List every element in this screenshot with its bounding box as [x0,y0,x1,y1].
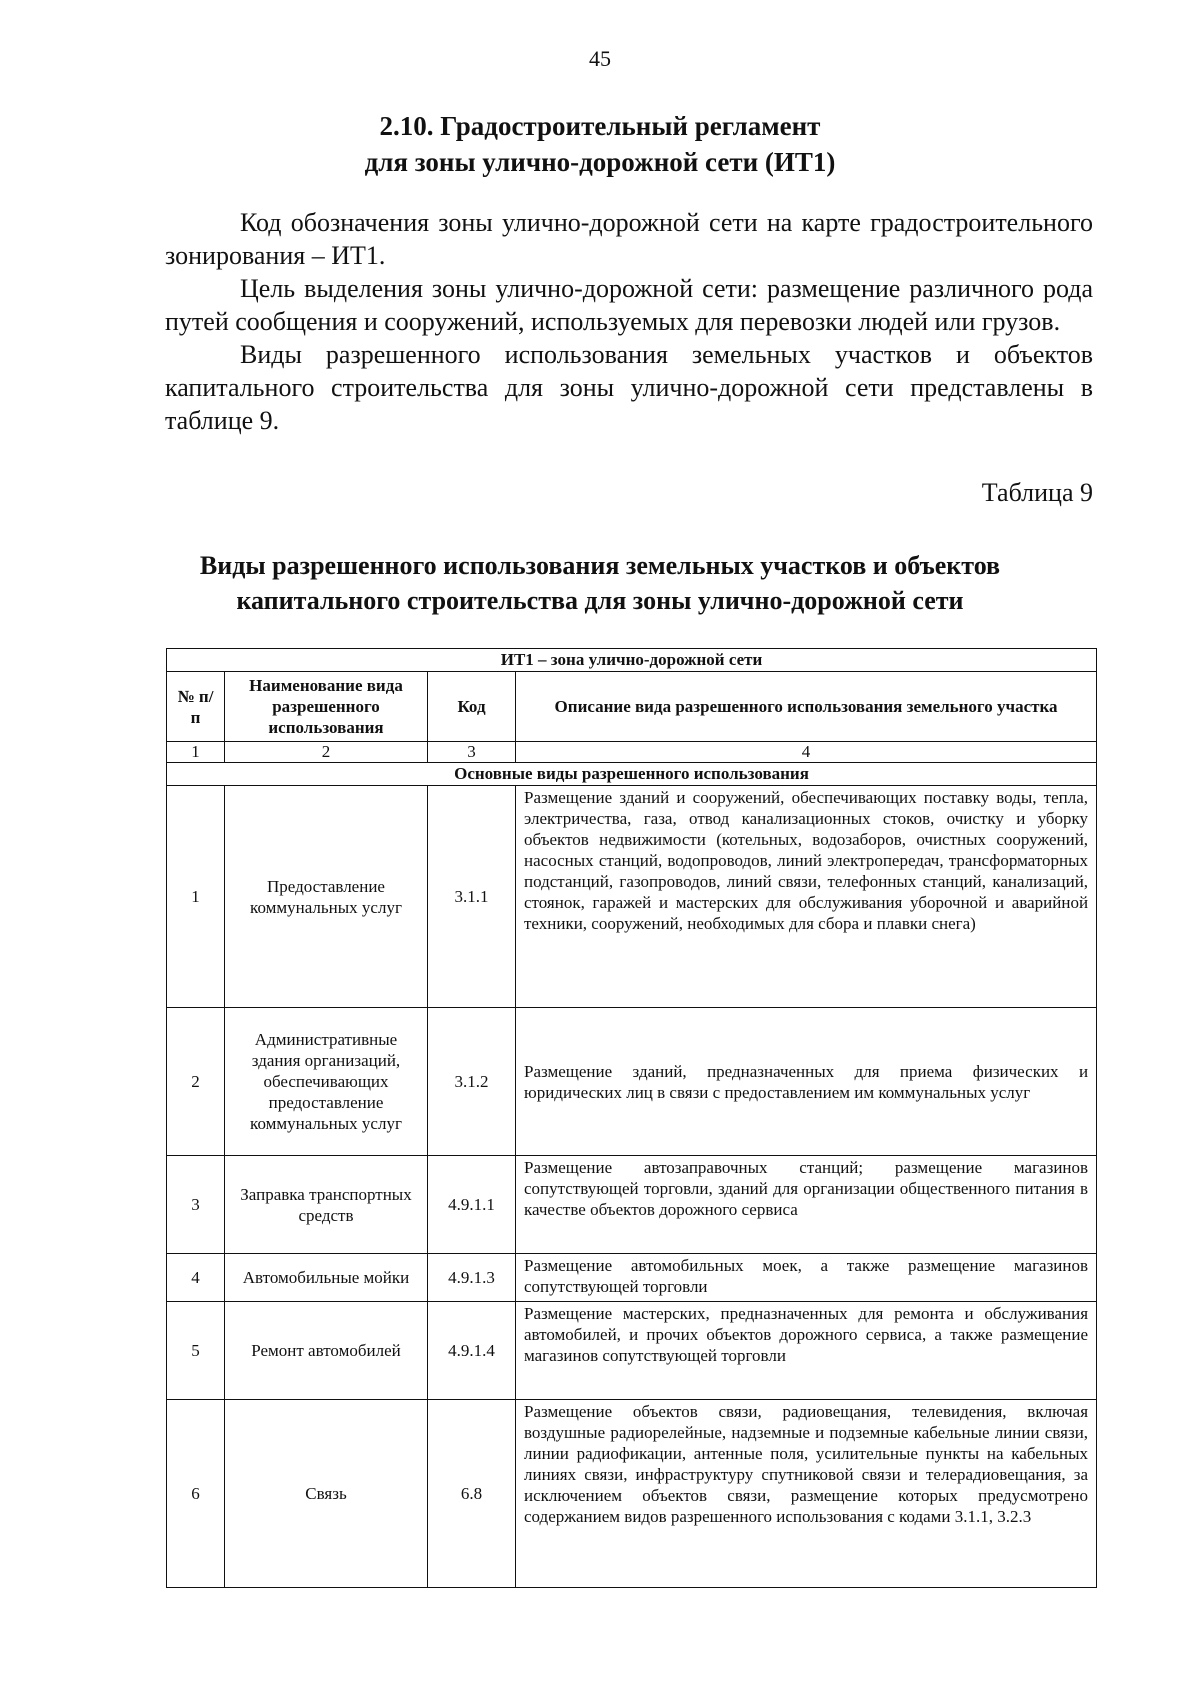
table-row [167,786,1097,1008]
section-heading [0,108,1200,180]
header-name: Наименование вида разрешенного использования [225,672,428,742]
header-desc: Описание вида разрешенного использования земельного участка [516,672,1097,742]
zone-header-row [167,649,1097,672]
table-row [167,1400,1097,1588]
section-header: Основные виды разрешенного использования [167,763,1097,786]
usage-types-table [166,648,1097,1588]
row-desc: Размещение мастерских, предназначенных для ремонта и обслуживания автомобилей, и прочих объектов дорожного сервиса, а также размещение магазинов сопутствующей торговли [516,1302,1097,1400]
column-header-row [167,672,1097,742]
row-name: Заправка транспортных средств [225,1156,428,1254]
body-text [165,206,1093,437]
row-num: 4 [167,1254,225,1302]
page-number: 45 [589,46,611,71]
row-num: 3 [167,1156,225,1254]
row-code: 4.9.1.3 [428,1254,516,1302]
table-row [167,1008,1097,1156]
column-number-row [167,742,1097,763]
row-num: 5 [167,1302,225,1400]
row-code: 4.9.1.1 [428,1156,516,1254]
row-code: 3.1.2 [428,1008,516,1156]
row-name: Автомобильные мойки [225,1254,428,1302]
row-desc: Размещение зданий, предназначенных для приема физических и юридических лиц в связи с предоставлением им коммунальных услуг [516,1008,1097,1156]
table-row [167,1302,1097,1400]
row-desc: Размещение автомобильных моек, а также размещение магазинов сопутствующей торговли [516,1254,1097,1302]
header-code: Код [428,672,516,742]
zone-header: ИТ1 – зона улично-дорожной сети [167,649,1097,672]
row-name: Ремонт автомобилей [225,1302,428,1400]
row-num: 6 [167,1400,225,1588]
row-desc: Размещение автозаправочных станций; размещение магазинов сопутствующей торговли, зданий для организации общественного питания в качестве объектов дорожного сервиса [516,1156,1097,1254]
row-num: 2 [167,1008,225,1156]
header-num: № п/п [167,672,225,742]
row-name: Административные здания организаций, обеспечивающих предоставление коммунальных услуг [225,1008,428,1156]
table-row [167,1254,1097,1302]
table-title [0,548,1200,618]
row-name: Связь [225,1400,428,1588]
table-caption: Таблица 9 [981,478,1093,507]
section-heading-line-1: 2.10. Градостроительный регламент [379,111,821,141]
paragraph-zone-code: Код обозначения зоны улично-дорожной сети на карте градостроительного зонирования – ИТ1. [165,208,1093,270]
table-row [167,1156,1097,1254]
row-code: 6.8 [428,1400,516,1588]
table-title-line-2: капитального строительства для зоны улично-дорожной сети [236,586,964,615]
column-number: 2 [225,742,428,763]
row-desc: Размещение объектов связи, радиовещания, телевидения, включая воздушные радиорелейные, надземные и подземные кабельные линии связи, линии радиофикации, антенные поля, усилительные пункты на кабельных линиях связи, инфраструктуру спутниковой связи и телерадиовещания, за исключением объектов связи, размещение которых предусмотрено содержанием видов разрешенного использования с кодами 3.1.1, 3.2.3 [516,1400,1097,1588]
row-num: 1 [167,786,225,1008]
paragraph-usage-types: Виды разрешенного использования земельных участков и объектов капитального строительства для зоны улично-дорожной сети представлены в таблице 9. [165,340,1093,435]
row-code: 4.9.1.4 [428,1302,516,1400]
table-title-line-1: Виды разрешенного использования земельных участков и объектов [199,551,1001,580]
row-code: 3.1.1 [428,786,516,1008]
paragraph-zone-purpose: Цель выделения зоны улично-дорожной сети: размещение различного рода путей сообщения и сооружений, используемых для перевозки людей или грузов. [165,274,1093,336]
section-heading-line-2: для зоны улично-дорожной сети (ИТ1) [364,147,836,177]
column-number: 1 [167,742,225,763]
column-number: 4 [516,742,1097,763]
row-name: Предоставление коммунальных услуг [225,786,428,1008]
section-row [167,763,1097,786]
row-desc: Размещение зданий и сооружений, обеспечивающих поставку воды, тепла, электричества, газа, отвод канализационных стоков, очистку и уборку объектов недвижимости (котельных, водозаборов, очистных сооружений, насосных станций, водопроводов, линий электропередач, трансформаторных подстанций, газопроводов, линий связи, телефонных станций, канализаций, стоянок, гаражей и мастерских для обслуживания уборочной и аварийной техники, сооружений, необходимых для сбора и плавки снега) [516,786,1097,1008]
column-number: 3 [428,742,516,763]
